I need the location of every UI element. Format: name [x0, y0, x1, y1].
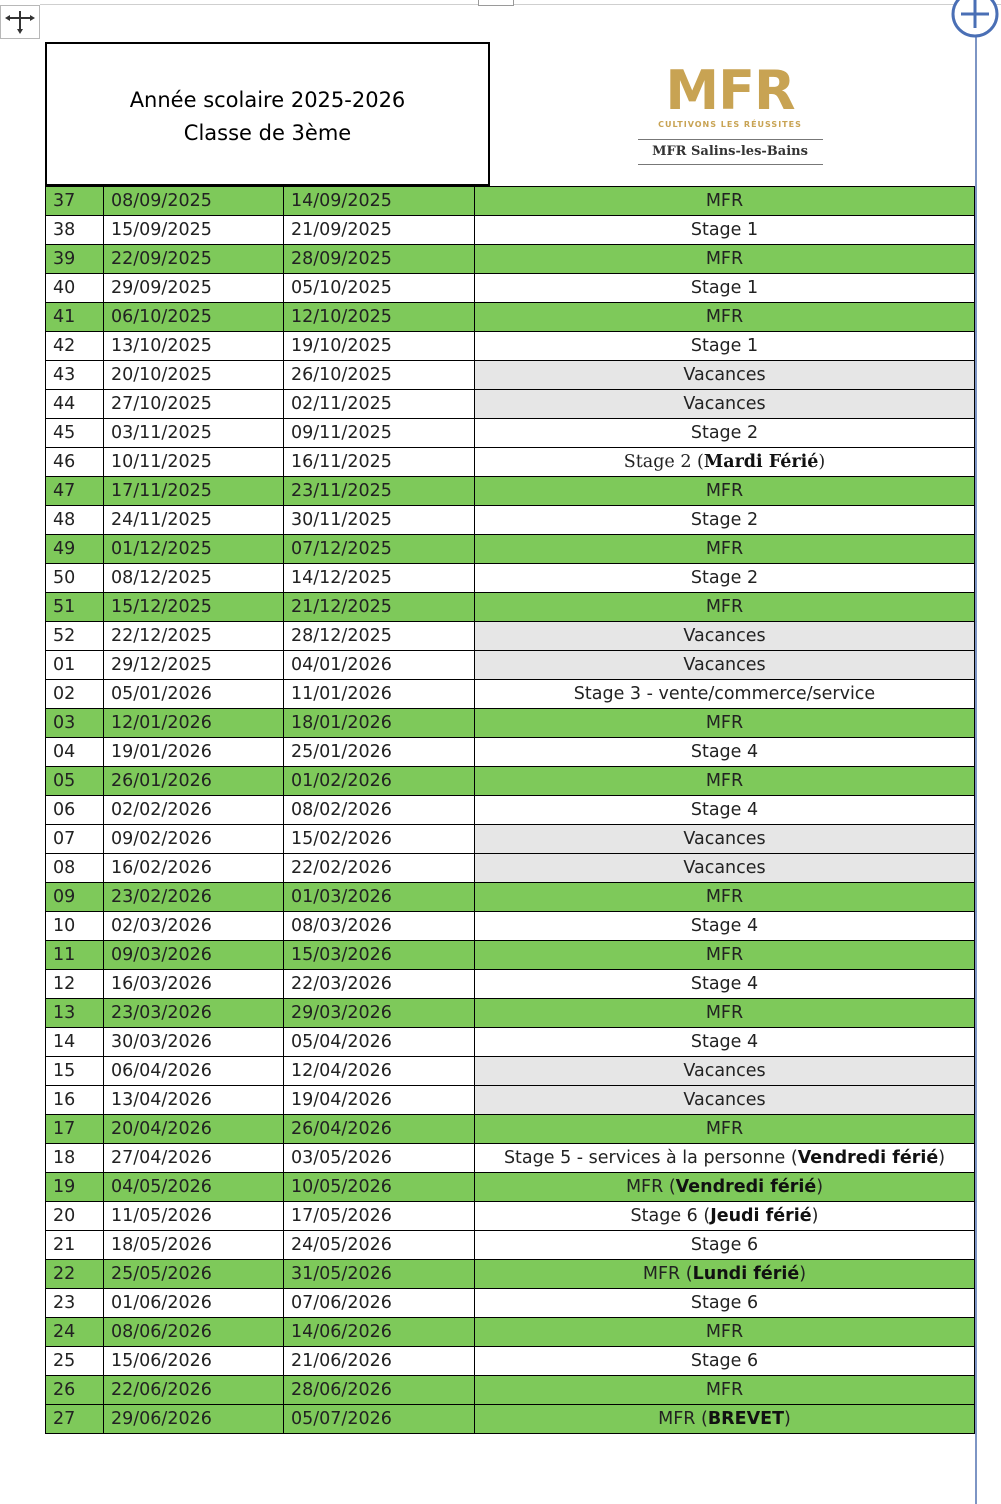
end-date-cell[interactable]: 28/06/2026: [284, 1376, 475, 1405]
week-number-cell[interactable]: 26: [46, 1376, 104, 1405]
table-row: [46, 767, 975, 796]
activity-cell[interactable]: [475, 1260, 975, 1289]
week-number-cell[interactable]: 46: [46, 448, 104, 477]
end-date-cell[interactable]: 19/10/2025: [284, 332, 475, 361]
week-number-cell[interactable]: 22: [46, 1260, 104, 1289]
start-date-cell[interactable]: 12/01/2026: [104, 709, 284, 738]
activity-cell[interactable]: [475, 1318, 975, 1347]
start-date-cell[interactable]: 24/11/2025: [104, 506, 284, 535]
activity-cell[interactable]: [475, 999, 975, 1028]
table-row: [46, 1405, 975, 1434]
week-number-cell[interactable]: 24: [46, 1318, 104, 1347]
page-edge: [40, 4, 1001, 5]
week-number-cell[interactable]: 12: [46, 970, 104, 999]
activity-label: Stage 4: [690, 742, 759, 762]
end-date-cell[interactable]: 22/02/2026: [284, 854, 475, 883]
week-number-cell[interactable]: 03: [46, 709, 104, 738]
end-date-cell[interactable]: 05/04/2026: [284, 1028, 475, 1057]
week-number-cell[interactable]: 23: [46, 1289, 104, 1318]
end-date-cell[interactable]: 08/03/2026: [284, 912, 475, 941]
end-date-cell[interactable]: 26/04/2026: [284, 1115, 475, 1144]
week-number-cell[interactable]: 38: [46, 216, 104, 245]
activity-cell[interactable]: [475, 419, 975, 448]
activity-label: Stage 3 - vente/commerce/service: [573, 684, 876, 704]
table-row: [46, 709, 975, 738]
start-date-cell[interactable]: 08/06/2026: [104, 1318, 284, 1347]
table-row: [46, 245, 975, 274]
activity-cell[interactable]: [475, 448, 975, 477]
end-date-cell[interactable]: 30/11/2025: [284, 506, 475, 535]
table-row: [46, 1289, 975, 1318]
end-date-cell[interactable]: 21/06/2026: [284, 1347, 475, 1376]
table-row: [46, 303, 975, 332]
start-date-cell[interactable]: 09/02/2026: [104, 825, 284, 854]
activity-label: Stage 1: [690, 278, 759, 298]
end-date-cell[interactable]: 05/07/2026: [284, 1405, 475, 1434]
table-row: [46, 999, 975, 1028]
activity-label: MFR: [705, 713, 744, 733]
table-row: [46, 187, 975, 216]
start-date-cell[interactable]: 06/04/2026: [104, 1057, 284, 1086]
start-date-cell[interactable]: 22/12/2025: [104, 622, 284, 651]
activity-label: Stage 2: [690, 510, 759, 530]
activity-label: Vacances: [683, 626, 766, 646]
end-date-cell[interactable]: 26/10/2025: [284, 361, 475, 390]
activity-label: Vacances: [683, 365, 766, 385]
move-arrows-icon: [3, 8, 37, 36]
activity-cell[interactable]: [475, 564, 975, 593]
week-number-cell[interactable]: 47: [46, 477, 104, 506]
start-date-cell[interactable]: 23/02/2026: [104, 883, 284, 912]
start-date-cell[interactable]: 10/11/2025: [104, 448, 284, 477]
activity-cell[interactable]: [475, 245, 975, 274]
table-row: [46, 1318, 975, 1347]
activity-cell[interactable]: [475, 1289, 975, 1318]
end-date-cell[interactable]: 15/02/2026: [284, 825, 475, 854]
week-number-cell[interactable]: 52: [46, 622, 104, 651]
table-row: [46, 1376, 975, 1405]
end-date-cell[interactable]: 12/04/2026: [284, 1057, 475, 1086]
table-row: [46, 477, 975, 506]
activity-label: Stage 2: [690, 423, 759, 443]
week-number-cell[interactable]: 16: [46, 1086, 104, 1115]
activity-cell[interactable]: [475, 1173, 975, 1202]
holiday-note: Vendredi férié: [797, 1148, 939, 1168]
end-date-cell[interactable]: 28/09/2025: [284, 245, 475, 274]
table-row: [46, 216, 975, 245]
table-row: [46, 622, 975, 651]
activity-cell[interactable]: [475, 1086, 975, 1115]
activity-label: Stage 4: [690, 974, 759, 994]
week-number-cell[interactable]: 51: [46, 593, 104, 622]
week-number-cell[interactable]: 10: [46, 912, 104, 941]
title-box: [45, 42, 490, 186]
start-date-cell[interactable]: 13/04/2026: [104, 1086, 284, 1115]
table-row: [46, 564, 975, 593]
week-number-cell[interactable]: 37: [46, 187, 104, 216]
end-date-cell[interactable]: 22/03/2026: [284, 970, 475, 999]
end-date-cell[interactable]: 01/02/2026: [284, 767, 475, 796]
activity-label: Vacances: [683, 1090, 766, 1110]
table-row: [46, 825, 975, 854]
activity-label: Stage 6 (: [630, 1206, 711, 1226]
week-number-cell[interactable]: 08: [46, 854, 104, 883]
week-number-cell[interactable]: 42: [46, 332, 104, 361]
activity-label: MFR: [705, 771, 744, 791]
week-number-cell[interactable]: 09: [46, 883, 104, 912]
end-date-cell[interactable]: 14/06/2026: [284, 1318, 475, 1347]
start-date-cell[interactable]: 02/02/2026: [104, 796, 284, 825]
activity-cell[interactable]: [475, 361, 975, 390]
activity-label: MFR: [705, 191, 744, 211]
start-date-cell[interactable]: 25/05/2026: [104, 1260, 284, 1289]
activity-label: Stage 4: [690, 916, 759, 936]
start-date-cell[interactable]: 15/12/2025: [104, 593, 284, 622]
end-date-cell[interactable]: 17/05/2026: [284, 1202, 475, 1231]
end-date-cell[interactable]: 23/11/2025: [284, 477, 475, 506]
end-date-cell[interactable]: 02/11/2025: [284, 390, 475, 419]
end-date-cell[interactable]: 21/12/2025: [284, 593, 475, 622]
end-date-cell[interactable]: 07/12/2025: [284, 535, 475, 564]
activity-cell[interactable]: [475, 622, 975, 651]
activity-cell[interactable]: [475, 709, 975, 738]
activity-cell[interactable]: [475, 1231, 975, 1260]
logo-site-name: MFR Salins-les-Bains: [652, 144, 808, 159]
activity-cell[interactable]: [475, 1115, 975, 1144]
activity-cell[interactable]: [475, 1028, 975, 1057]
start-date-cell[interactable]: 11/05/2026: [104, 1202, 284, 1231]
activity-label: Stage 4: [690, 800, 759, 820]
week-number-cell[interactable]: 21: [46, 1231, 104, 1260]
activity-cell[interactable]: [475, 390, 975, 419]
start-date-cell[interactable]: 01/12/2025: [104, 535, 284, 564]
activity-label: Stage 6: [690, 1293, 759, 1313]
logo-tagline: CULTIVONS LES RÉUSSITES: [658, 120, 802, 129]
activity-cell[interactable]: [475, 477, 975, 506]
table-row: [46, 593, 975, 622]
activity-label: MFR: [705, 1322, 744, 1342]
table-row: [46, 1144, 975, 1173]
activity-label: MFR: [705, 539, 744, 559]
week-number-cell[interactable]: 15: [46, 1057, 104, 1086]
start-date-cell[interactable]: 29/09/2025: [104, 274, 284, 303]
week-number-cell[interactable]: 49: [46, 535, 104, 564]
table-row: [46, 390, 975, 419]
activity-label: Vacances: [683, 858, 766, 878]
table-row: [46, 332, 975, 361]
closing-paren: ): [799, 1264, 807, 1284]
activity-label: MFR: [705, 307, 744, 327]
start-date-cell[interactable]: 16/03/2026: [104, 970, 284, 999]
week-number-cell[interactable]: 45: [46, 419, 104, 448]
activity-cell[interactable]: [475, 506, 975, 535]
week-number-cell[interactable]: 48: [46, 506, 104, 535]
end-date-cell[interactable]: 12/10/2025: [284, 303, 475, 332]
activity-label: MFR: [705, 1003, 744, 1023]
start-date-cell[interactable]: 15/06/2026: [104, 1347, 284, 1376]
start-date-cell[interactable]: 09/03/2026: [104, 941, 284, 970]
end-date-cell[interactable]: 31/05/2026: [284, 1260, 475, 1289]
week-number-cell[interactable]: 44: [46, 390, 104, 419]
activity-label: Stage 6: [690, 1235, 759, 1255]
activity-cell[interactable]: [475, 1144, 975, 1173]
week-number-cell[interactable]: 40: [46, 274, 104, 303]
week-number-cell[interactable]: 13: [46, 999, 104, 1028]
activity-label: Stage 2: [690, 568, 759, 588]
closing-paren: ): [811, 1206, 819, 1226]
end-date-cell[interactable]: 14/09/2025: [284, 187, 475, 216]
table-row: [46, 1260, 975, 1289]
activity-cell[interactable]: [475, 1057, 975, 1086]
activity-cell[interactable]: [475, 187, 975, 216]
column-boundary-line[interactable]: [975, 20, 977, 1504]
week-number-cell[interactable]: 05: [46, 767, 104, 796]
activity-cell[interactable]: [475, 1202, 975, 1231]
activity-label: MFR: [705, 945, 744, 965]
activity-cell[interactable]: [475, 593, 975, 622]
end-date-cell[interactable]: 24/05/2026: [284, 1231, 475, 1260]
start-date-cell[interactable]: 26/01/2026: [104, 767, 284, 796]
start-date-cell[interactable]: 18/05/2026: [104, 1231, 284, 1260]
end-date-cell[interactable]: 28/12/2025: [284, 622, 475, 651]
table-row: [46, 912, 975, 941]
table-row: [46, 1028, 975, 1057]
table-row: [46, 1231, 975, 1260]
activity-label: Stage 1: [690, 336, 759, 356]
table-row: [46, 448, 975, 477]
week-number-cell[interactable]: 39: [46, 245, 104, 274]
activity-cell[interactable]: [475, 825, 975, 854]
activity-cell[interactable]: [475, 303, 975, 332]
activity-cell[interactable]: [475, 883, 975, 912]
week-number-cell[interactable]: 43: [46, 361, 104, 390]
start-date-cell[interactable]: 05/01/2026: [104, 680, 284, 709]
end-date-cell[interactable]: 21/09/2025: [284, 216, 475, 245]
table-row: [46, 854, 975, 883]
start-date-cell[interactable]: 02/03/2026: [104, 912, 284, 941]
week-number-cell[interactable]: 19: [46, 1173, 104, 1202]
activity-cell[interactable]: [475, 535, 975, 564]
start-date-cell[interactable]: 27/10/2025: [104, 390, 284, 419]
activity-cell[interactable]: [475, 651, 975, 680]
activity-cell[interactable]: [475, 1347, 975, 1376]
table-row: [46, 941, 975, 970]
start-date-cell[interactable]: 16/02/2026: [104, 854, 284, 883]
activity-label: MFR (: [658, 1409, 708, 1429]
table-row: [46, 680, 975, 709]
activity-cell[interactable]: [475, 332, 975, 361]
start-date-cell[interactable]: 08/12/2025: [104, 564, 284, 593]
activity-cell[interactable]: [475, 1405, 975, 1434]
table-row: [46, 1086, 975, 1115]
week-number-cell[interactable]: 04: [46, 738, 104, 767]
school-year-title: Année scolaire 2025-2026: [129, 88, 406, 112]
activity-label: MFR: [705, 597, 744, 617]
activity-label: MFR (: [642, 1264, 693, 1284]
start-date-cell[interactable]: 22/06/2026: [104, 1376, 284, 1405]
end-date-cell[interactable]: 03/05/2026: [284, 1144, 475, 1173]
activity-cell[interactable]: [475, 767, 975, 796]
activity-label: Stage 1: [690, 220, 759, 240]
end-date-cell[interactable]: 10/05/2026: [284, 1173, 475, 1202]
activity-label: MFR: [705, 481, 744, 501]
table-row: [46, 361, 975, 390]
table-row: [46, 1057, 975, 1086]
table-row: [46, 970, 975, 999]
activity-cell[interactable]: [475, 274, 975, 303]
start-date-cell[interactable]: 20/04/2026: [104, 1115, 284, 1144]
start-date-cell[interactable]: 29/12/2025: [104, 651, 284, 680]
start-date-cell[interactable]: 08/09/2025: [104, 187, 284, 216]
end-date-cell[interactable]: 14/12/2025: [284, 564, 475, 593]
end-date-cell[interactable]: 01/03/2026: [284, 883, 475, 912]
start-date-cell[interactable]: 03/11/2025: [104, 419, 284, 448]
closing-paren: ): [818, 452, 826, 472]
start-date-cell[interactable]: 23/03/2026: [104, 999, 284, 1028]
table-row: [46, 796, 975, 825]
table-row: [46, 651, 975, 680]
start-date-cell[interactable]: 17/11/2025: [104, 477, 284, 506]
start-date-cell[interactable]: 20/10/2025: [104, 361, 284, 390]
activity-label: MFR: [705, 1119, 744, 1139]
activity-cell[interactable]: [475, 970, 975, 999]
activity-label: Stage 6: [690, 1351, 759, 1371]
holiday-note: Lundi férié: [692, 1264, 800, 1284]
activity-cell[interactable]: [475, 738, 975, 767]
week-number-cell[interactable]: 01: [46, 651, 104, 680]
week-number-cell[interactable]: 20: [46, 1202, 104, 1231]
week-number-cell[interactable]: 14: [46, 1028, 104, 1057]
holiday-note: Jeudi férié: [710, 1206, 812, 1226]
start-date-cell[interactable]: 15/09/2025: [104, 216, 284, 245]
logo-divider: [638, 139, 823, 140]
end-date-cell[interactable]: 15/03/2026: [284, 941, 475, 970]
holiday-note: Mardi Férié: [703, 452, 819, 472]
end-date-cell[interactable]: 29/03/2026: [284, 999, 475, 1028]
logo-divider: [638, 164, 823, 165]
end-date-cell[interactable]: 11/01/2026: [284, 680, 475, 709]
activity-cell[interactable]: [475, 912, 975, 941]
plus-circle-icon: [949, 0, 1001, 40]
end-date-cell[interactable]: 08/02/2026: [284, 796, 475, 825]
closing-paren: ): [816, 1177, 824, 1197]
activity-label: MFR: [705, 249, 744, 269]
logo-brand: MFR: [665, 59, 795, 122]
week-number-cell[interactable]: 25: [46, 1347, 104, 1376]
week-number-cell[interactable]: 02: [46, 680, 104, 709]
table-row: [46, 506, 975, 535]
table-row: [46, 1173, 975, 1202]
table-row: [46, 883, 975, 912]
start-date-cell[interactable]: 13/10/2025: [104, 332, 284, 361]
end-date-cell[interactable]: 07/06/2026: [284, 1289, 475, 1318]
activity-label: MFR: [705, 1380, 744, 1400]
start-date-cell[interactable]: 06/10/2025: [104, 303, 284, 332]
table-move-handle[interactable]: [0, 5, 40, 39]
holiday-note: Vendredi férié: [675, 1177, 817, 1197]
table-row: [46, 274, 975, 303]
week-number-cell[interactable]: 07: [46, 825, 104, 854]
week-number-cell[interactable]: 17: [46, 1115, 104, 1144]
activity-cell[interactable]: [475, 216, 975, 245]
week-number-cell[interactable]: 41: [46, 303, 104, 332]
start-date-cell[interactable]: 27/04/2026: [104, 1144, 284, 1173]
week-number-cell[interactable]: 50: [46, 564, 104, 593]
end-date-cell[interactable]: 18/01/2026: [284, 709, 475, 738]
start-date-cell[interactable]: 19/01/2026: [104, 738, 284, 767]
end-date-cell[interactable]: 05/10/2025: [284, 274, 475, 303]
holiday-note: BREVET: [707, 1409, 785, 1429]
activity-label: Stage 2 (: [623, 452, 704, 472]
activity-cell[interactable]: [475, 941, 975, 970]
activity-cell[interactable]: [475, 854, 975, 883]
table-row: [46, 535, 975, 564]
schedule-table: [45, 186, 975, 1434]
end-date-cell[interactable]: 09/11/2025: [284, 419, 475, 448]
start-date-cell[interactable]: 22/09/2025: [104, 245, 284, 274]
table-row: [46, 419, 975, 448]
start-date-cell[interactable]: 01/06/2026: [104, 1289, 284, 1318]
closing-paren: ): [938, 1148, 946, 1168]
activity-cell[interactable]: [475, 1376, 975, 1405]
activity-label: Vacances: [683, 655, 766, 675]
week-number-cell[interactable]: 11: [46, 941, 104, 970]
week-number-cell[interactable]: 18: [46, 1144, 104, 1173]
start-date-cell[interactable]: 04/05/2026: [104, 1173, 284, 1202]
activity-label: Stage 4: [690, 1032, 759, 1052]
week-number-cell[interactable]: 06: [46, 796, 104, 825]
activity-cell[interactable]: [475, 680, 975, 709]
activity-label: MFR (: [625, 1177, 676, 1197]
table-row: [46, 1115, 975, 1144]
table-row: [46, 738, 975, 767]
closing-paren: ): [784, 1409, 791, 1429]
ruler-marker: [478, 0, 514, 6]
add-column-button[interactable]: [949, 0, 1001, 40]
activity-label: Stage 5 - services à la personne (: [503, 1148, 798, 1168]
end-date-cell[interactable]: 04/01/2026: [284, 651, 475, 680]
week-number-cell[interactable]: 27: [46, 1405, 104, 1434]
end-date-cell[interactable]: 16/11/2025: [284, 448, 475, 477]
mfr-logo: [620, 59, 840, 180]
class-title: Classe de 3ème: [183, 121, 352, 145]
activity-label: MFR: [705, 887, 744, 907]
end-date-cell[interactable]: 19/04/2026: [284, 1086, 475, 1115]
start-date-cell[interactable]: 30/03/2026: [104, 1028, 284, 1057]
activity-cell[interactable]: [475, 796, 975, 825]
activity-label: Vacances: [683, 829, 766, 849]
start-date-cell[interactable]: 29/06/2026: [104, 1405, 284, 1434]
activity-label: Vacances: [683, 394, 766, 414]
table-row: [46, 1202, 975, 1231]
activity-label: Vacances: [683, 1061, 766, 1081]
table-row: [46, 1347, 975, 1376]
end-date-cell[interactable]: 25/01/2026: [284, 738, 475, 767]
